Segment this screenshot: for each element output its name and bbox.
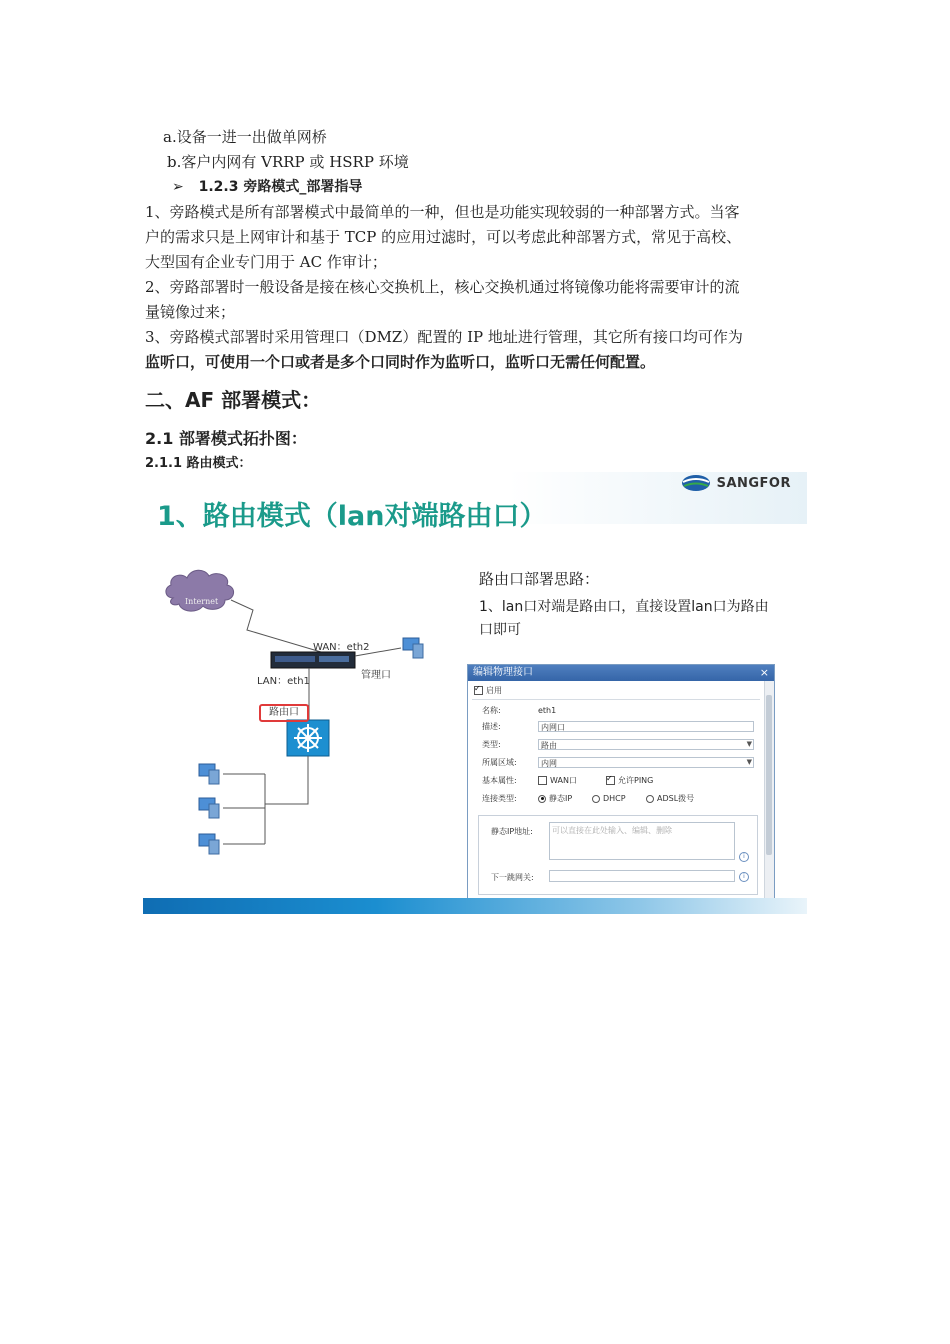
chevron-down-icon: ▼ [746, 740, 752, 748]
static-ip-radio[interactable] [538, 795, 546, 803]
static-ip-option-label: 静态IP [549, 794, 573, 803]
dialog-title: 编辑物理接口 [473, 667, 533, 678]
ping-checkbox-option[interactable] [606, 775, 653, 787]
internet-label: Internet [185, 597, 219, 606]
lan-label: LAN：eth1 [257, 676, 310, 687]
name-value: eth1 [538, 706, 557, 715]
enable-label: 启用 [486, 686, 502, 695]
name-label: 名称: [482, 706, 501, 715]
slide-footer-band [143, 898, 807, 914]
client-pc-icon [199, 798, 219, 818]
zone-row [482, 757, 762, 769]
static-ip-radio-option[interactable] [538, 793, 572, 805]
paragraph-line: 户的需求只是上网审计和基于 TCP 的应用过滤时，可以考虑此种部署方式，常见于高校、 [145, 228, 742, 246]
dhcp-option-label: DHCP [603, 794, 626, 803]
gateway-label: 下一跳网关: [491, 873, 534, 882]
topology-diagram [143, 552, 463, 872]
paragraph-line-bold: 监听口，可使用一个口或者是多个口同时作为监听口，监听口无需任何配置。 [145, 353, 656, 371]
type-select[interactable] [538, 739, 754, 750]
paragraph-line: 2、旁路部署时一般设备是接在核心交换机上，核心交换机通过将镜像功能将需要审计的流 [145, 278, 740, 296]
heading-topology: 2.1 部署模式拓扑图： [145, 429, 307, 448]
sangfor-logo-icon [681, 474, 711, 492]
mgmt-port-label: 管理口 [361, 670, 391, 681]
subsection-title: 1.2.3 旁路模式_部署指导 [198, 179, 363, 195]
static-ip-textarea[interactable]: 可以直接在此处输入、编辑、删除 [549, 822, 735, 860]
wan-checkbox[interactable] [538, 776, 547, 785]
desc-label: 描述: [482, 722, 501, 731]
zone-value: 内网 [541, 759, 557, 768]
arrow-bullet-icon: ➢ [172, 179, 184, 195]
management-pc-icon [403, 638, 423, 658]
paragraph-line: 量镜像过来； [145, 303, 236, 321]
dhcp-radio[interactable] [592, 795, 600, 803]
dialog-scrollbar[interactable] [764, 681, 774, 914]
client-pc-icon [199, 834, 219, 854]
dialog-header [468, 665, 774, 681]
type-value: 路由 [541, 741, 557, 750]
zone-select[interactable] [538, 757, 754, 768]
dhcp-radio-option[interactable] [592, 793, 626, 805]
info-icon[interactable]: i [739, 852, 749, 862]
wan-option-label: WAN口 [550, 776, 577, 785]
logo-text: SANGFOR [716, 475, 791, 491]
attr-row [482, 775, 762, 787]
deploy-idea-text: 1、lan口对端是路由口，直接设置lan口为路由口即可 [479, 599, 769, 638]
type-row [482, 739, 762, 751]
enable-checkbox[interactable] [474, 686, 483, 695]
slide-title: 1、路由模式（lan对端路由口） [157, 501, 547, 532]
conn-type-row [482, 793, 762, 805]
adsl-option-label: ADSL拨号 [657, 794, 695, 803]
enable-checkbox-row[interactable] [474, 685, 502, 697]
attr-label: 基本属性: [482, 776, 517, 785]
paragraph-line: 3、旁路模式部署时采用管理口（DMZ）配置的 IP 地址进行管理，其它所有接口均可作为 [145, 328, 743, 346]
desc-row [482, 721, 762, 733]
chevron-down-icon: ▼ [746, 758, 752, 766]
paragraph-line: 1、旁路模式是所有部署模式中最简单的一种，但也是功能实现较弱的一种部署方式。当客 [145, 203, 740, 221]
dialog-body [468, 681, 764, 914]
core-switch-icon [287, 720, 329, 756]
name-row [482, 705, 762, 717]
desc-input[interactable]: 内网口 [538, 721, 754, 732]
scrollbar-thumb[interactable] [766, 695, 772, 855]
ping-option-label: 允许PING [618, 776, 654, 785]
route-port-label: 路由口 [259, 704, 309, 722]
ping-checkbox[interactable] [606, 776, 615, 785]
sangfor-logo [681, 472, 791, 494]
wan-checkbox-option[interactable] [538, 775, 577, 787]
close-icon[interactable]: × [759, 666, 769, 679]
info-icon[interactable]: i [739, 872, 749, 882]
deploy-idea-title: 路由口部署思路： [479, 570, 600, 588]
subsection-heading [172, 175, 362, 200]
adsl-radio-option[interactable] [646, 793, 694, 805]
wan-label: WAN：eth2 [313, 642, 370, 653]
edit-interface-dialog [467, 664, 775, 914]
route-mode-slide [143, 472, 807, 914]
client-pc-icon [199, 764, 219, 784]
heading-route-mode: 2.1.1 路由模式： [145, 456, 252, 471]
conn-type-label: 连接类型: [482, 794, 517, 803]
type-label: 类型: [482, 740, 501, 749]
list-item-a: a.设备一进一出做单网桥 [163, 128, 327, 146]
paragraph-line: 大型国有企业专门用于 AC 作审计； [145, 253, 387, 271]
zone-label: 所属区域: [482, 758, 517, 767]
static-ip-label: 静态IP地址: [491, 827, 533, 836]
heading-af-deploy-modes: 二、AF 部署模式： [145, 388, 322, 412]
gateway-input[interactable] [549, 870, 735, 882]
ip-settings-group [478, 815, 758, 895]
list-item-b: b.客户内网有 VRRP 或 HSRP 环境 [167, 153, 409, 171]
adsl-radio[interactable] [646, 795, 654, 803]
